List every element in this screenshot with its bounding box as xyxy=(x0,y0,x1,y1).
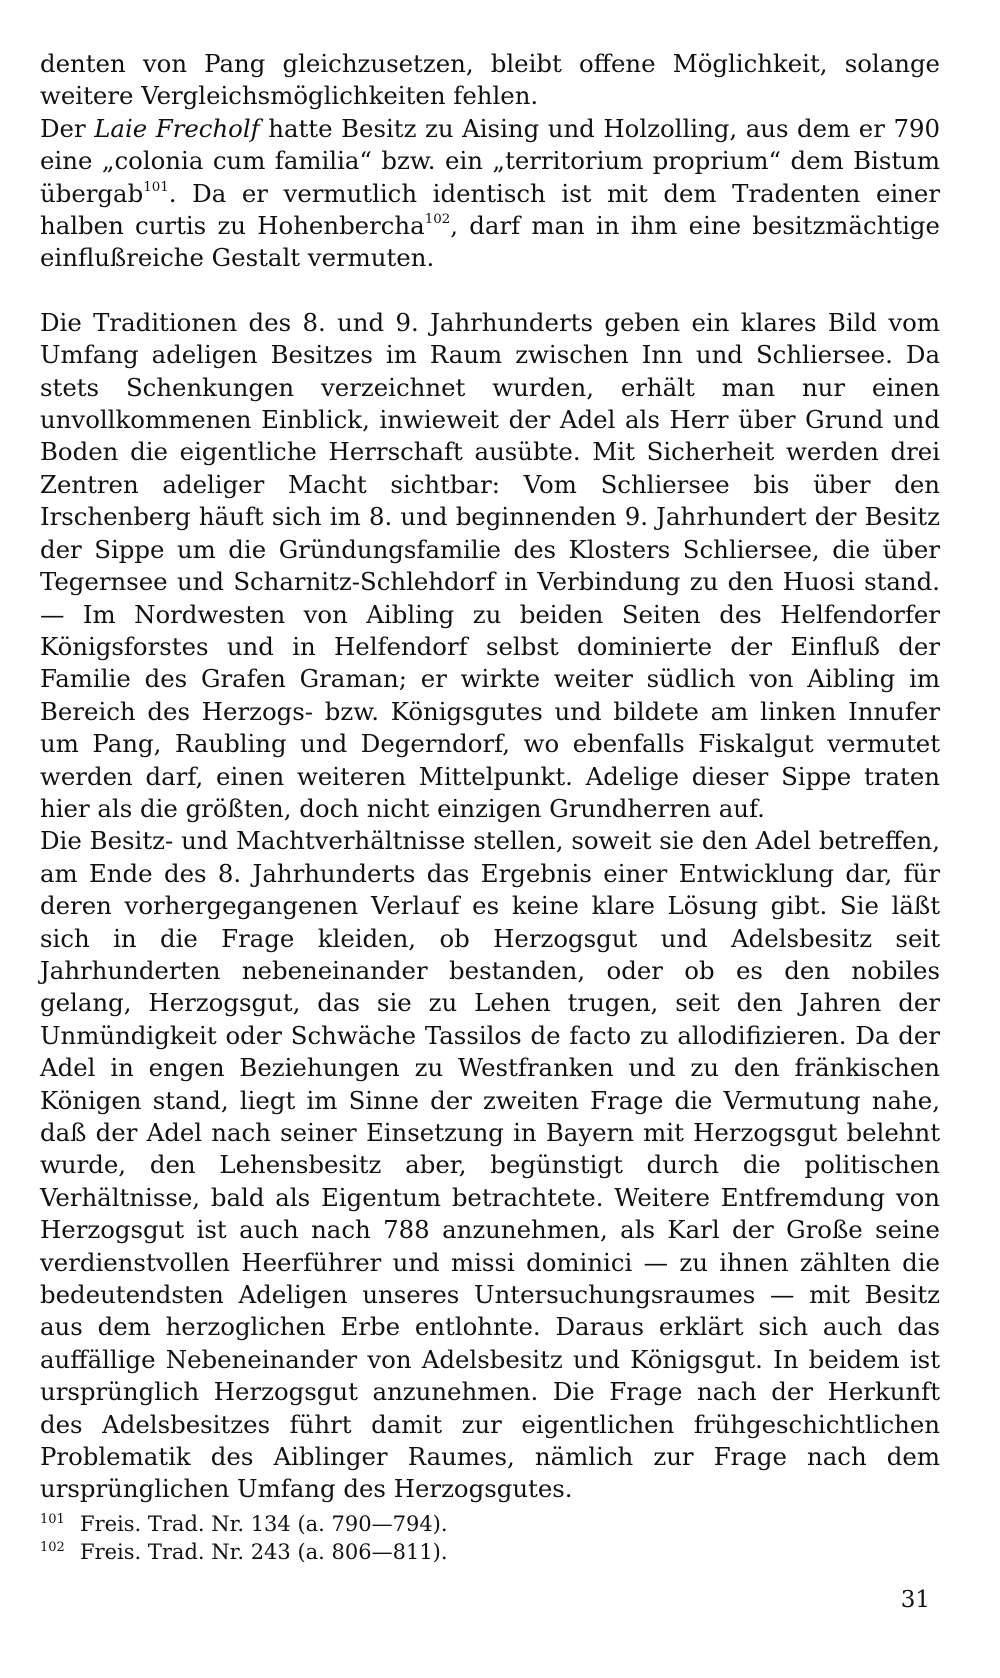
footnote-number: 101 xyxy=(40,1512,65,1527)
text-run: , darf man in ihm eine besitzmächtige einflußreiche Gestalt vermuten. xyxy=(40,211,940,273)
footnote-text: Freis. Trad. Nr. 134 (a. 790—794). xyxy=(80,1512,448,1536)
footnote-101 xyxy=(40,1510,940,1538)
paragraph-continuation: denten von Pang gleichzusetzen, bleibt offene Möglichkeit, solange weitere Vergleichsmöglichkeiten fehlen. xyxy=(40,49,940,111)
text-run: Der xyxy=(40,113,95,143)
footnote-number: 102 xyxy=(40,1540,65,1555)
paragraph-gap xyxy=(40,275,940,307)
paragraph-besitzverhaeltnisse: Die Besitz- und Machtverhältnisse stellen, soweit sie den Adel betreffen, am Ende des 8. Jahrhunderts das Ergebnis einer Entwicklung dar, für deren vorhergegangenen Verlauf es keine klare Lösung gibt. Sie läßt sich in die Frage kleiden, ob Herzogsgut und Adelsbesitz seit Jahrhunderten nebeneinander bestanden, oder ob es den nobiles gelang, Herzogsgut, das sie zu Lehen trugen, seit den Jahren der Unmündigkeit oder Schwäche Tassilos de facto zu allodifizieren. Da der Adel in engen Beziehungen zu Westfranken und zu den fränkischen Königen stand, liegt im Sinne der zweiten Frage die Vermutung nahe, daß der Adel nach seiner Einsetzung in Bayern mit Herzogsgut belehnt wurde, den Lehensbesitz aber, begünstigt durch die politischen Verhältnisse, bald als Eigentum betrachtete. Weitere Entfremdung von Herzogsgut ist auch nach 788 anzunehmen, als Karl der Große seine verdienstvollen Heerführer und missi dominici — zu ihnen zählten die bedeutendsten Adeligen unseres Untersuchungsraumes — mit Besitz aus dem herzoglichen Erbe entlohnte. Daraus erklärt sich auch das auffällige Nebeneinander von Adelsbesitz und Königsgut. In beidem ist ursprünglich Herzogsgut anzunehmen. Die Frage nach der Herkunft des Adelsbesitzes führt damit zur eigentlichen frühgeschichtlichen Problematik des Aiblinger Raumes, nämlich zur Frage nach dem ursprünglichen Umfang des Herzogsgutes. xyxy=(40,826,940,1504)
footnote-ref-101[interactable]: 101 xyxy=(143,179,169,195)
footnote-ref-102[interactable]: 102 xyxy=(424,211,451,227)
text-run: hatte Besitz zu Aising und Holzolling, aus dem er 790 eine „colonia cum familia“ bzw. ein „territorium proprium“ dem Bistum übergab xyxy=(40,113,941,208)
footnote-text: Freis. Trad. Nr. 243 (a. 806—811). xyxy=(80,1540,448,1564)
paragraph-frecholf xyxy=(40,113,940,275)
footnote-102 xyxy=(40,1538,940,1566)
person-name: Laie Frecholf xyxy=(94,113,260,143)
paragraph-traditionen: Die Traditionen des 8. und 9. Jahrhunderts geben ein klares Bild vom Umfang adeligen Besitzes im Raum zwischen Inn und Schliersee. Da stets Schenkungen verzeichnet wurden, erhält man nur einen unvollkommenen Einblick, inwieweit der Adel als Herr über Grund und Boden die eigentliche Herrschaft ausübte. Mit Sicherheit werden drei Zentren adeliger Macht sichtbar: Vom Schliersee bis über den Irschenberg häuft sich im 8. und beginnenden 9. Jahrhundert der Besitz der Sippe um die Gründungsfamilie des Klosters Schliersee, die über Tegernsee und Scharnitz-Schlehdorf in Verbindung zu den Huosi stand. — Im Nordwesten von Aibling zu beiden Seiten des Helfendorfer Königsforstes und in Helfendorf selbst dominierte der Einfluß der Familie des Grafen Graman; er wirkte weiter südlich von Aibling im Bereich des Herzogs- bzw. Königsgutes und bildete am linken Innufer um Pang, Raubling und Degerndorf, wo ebenfalls Fiskalgut vermutet werden darf, einen weiteren Mittelpunkt. Adelige dieser Sippe traten hier als die größten, doch nicht einzigen Grundherren auf. xyxy=(40,307,940,823)
text-run: . Da er vermutlich identisch ist mit dem Tradenten einer halben curtis zu Hohenbercha xyxy=(40,178,940,241)
body-text xyxy=(40,48,940,1506)
footnotes xyxy=(40,1510,940,1566)
page-number: 31 xyxy=(900,1587,930,1613)
